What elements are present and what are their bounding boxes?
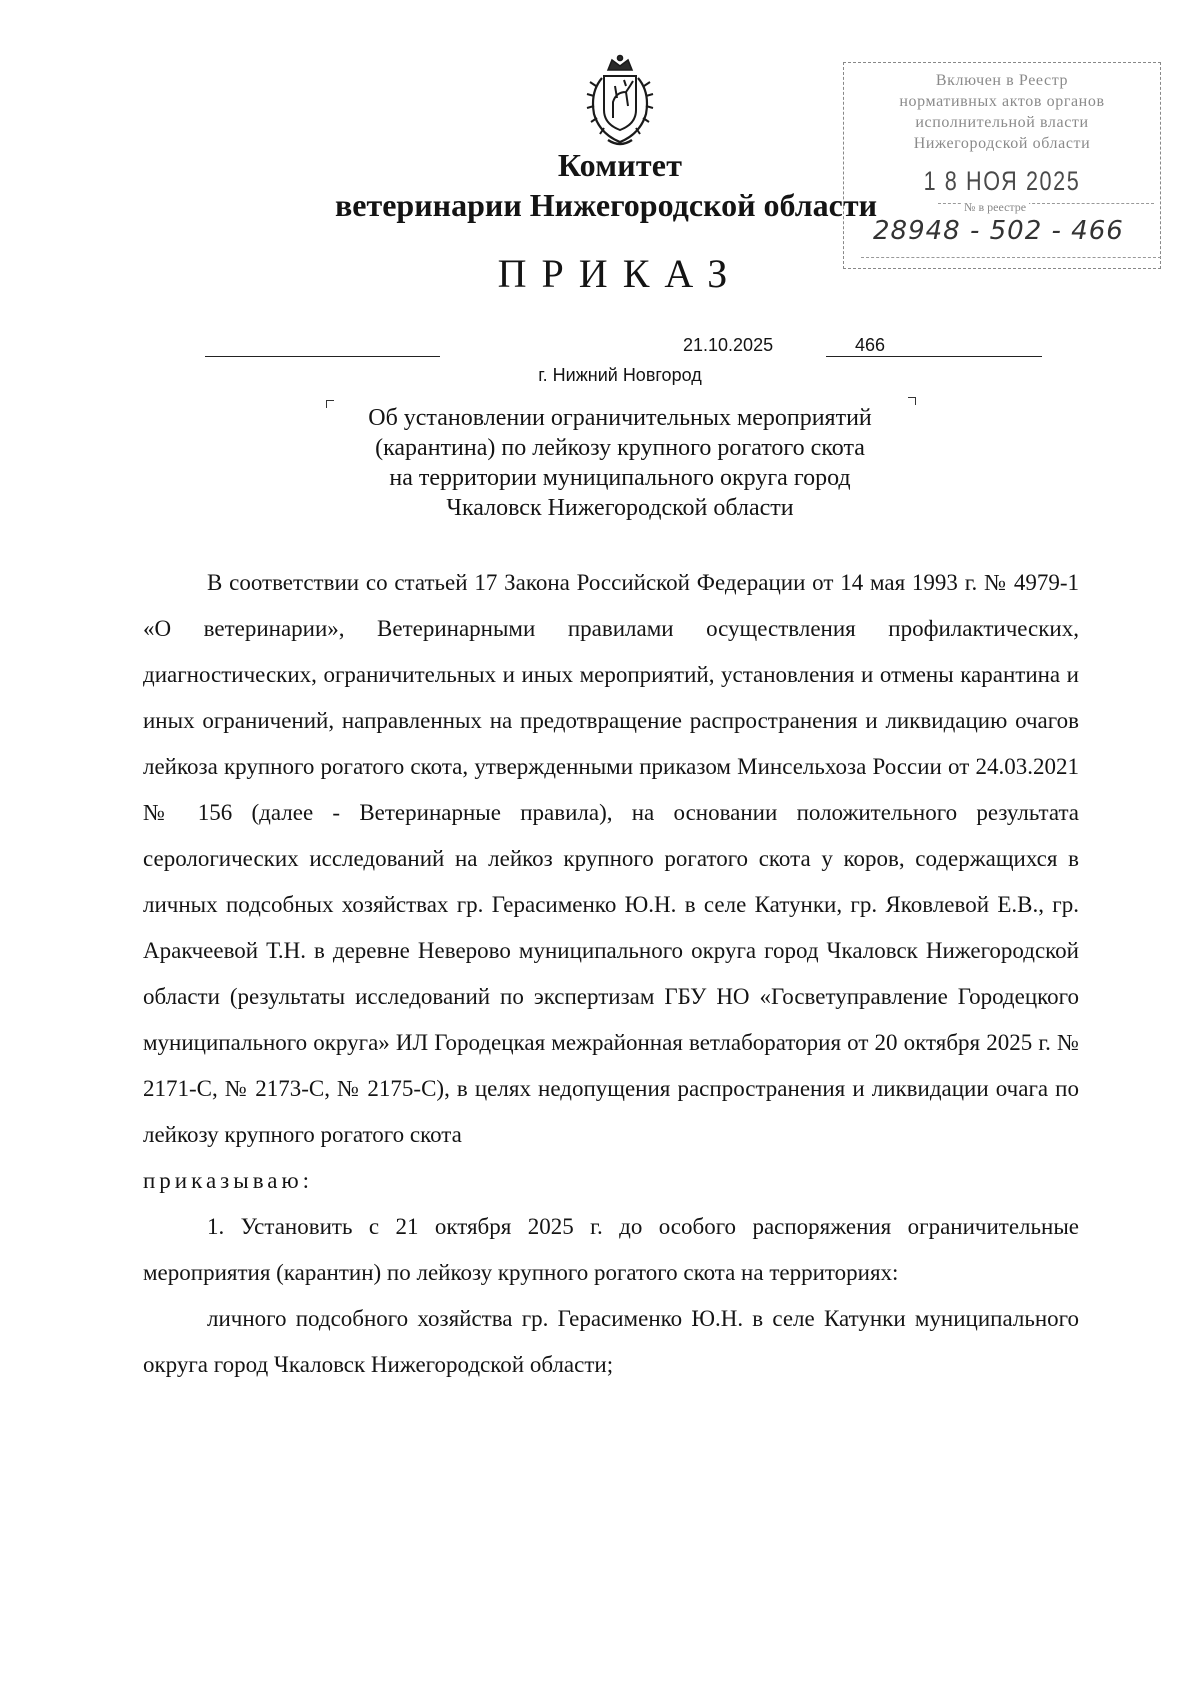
stamp-line: Нижегородской области (913, 135, 1091, 152)
org-name-line2: ветеринарии Нижегородской области (335, 187, 878, 223)
title-line: Чкаловск Нижегородской области (446, 495, 794, 521)
stamp-rule (861, 257, 1161, 258)
registry-stamp (843, 62, 1161, 269)
stamp-border (843, 62, 1161, 63)
stamp-line: Включен в Реестр (935, 72, 1069, 89)
stamp-registry-label: № в реестре (961, 200, 1029, 215)
stamp-date: 1 8 НОЯ 2025 (923, 166, 1081, 196)
stamp-border (843, 268, 1161, 269)
document-body (143, 560, 1079, 1388)
title-line: на территории муниципального округа город (389, 465, 851, 491)
item-1-paragraph: 1. Установить с 21 октября 2025 г. до особого распоряжения ограничительные мероприятия (карантин) по лейкозу крупного рогатого скота на территориях: (143, 1214, 1079, 1285)
title-line: (карантина) по лейкозу крупного рогатого скота (375, 435, 865, 461)
stamp-registry-number: 28948 - 502 - 466 (873, 216, 1124, 246)
org-name-line1: Комитет (557, 147, 683, 183)
number-underline (826, 356, 1042, 357)
coat-of-arms-emblem (582, 52, 658, 152)
stamp-text (843, 70, 1161, 154)
document-title (320, 403, 920, 523)
stamp-line: нормативных актов органов (899, 93, 1105, 110)
document-city: г. Нижний Новгород (538, 365, 702, 385)
date-underline (205, 356, 440, 357)
order-word: приказываю: (143, 1168, 314, 1193)
preamble-paragraph: В соответствии со статьей 17 Закона Российской Федерации от 14 мая 1993 г. № 4979-1 «О ветеринарии», Ветеринарными правилами осуществления профилактических, диагностических, ограничительных и иных мероприятий, установления и отмены карантина и иных ограничений, направленных на предотвращение распространения и ликвидацию очагов лейкоза крупного рогатого скота, утвержденными приказом Минсельхоза России от 24.03.2021 № 156 (далее - Ветеринарные правила), на основании положительного результата серологических исследований на лейкоз крупного рогатого скота у коров, содержащихся в личных подсобных хозяйствах гр. Герасименко Ю.Н. в селе Катунки, гр. Яковлевой Е.В., гр. Аракчеевой Т.Н. в деревне Неверово муниципального округа город Чкаловск Нижегородской области (результаты исследований по экспертизам ГБУ НО «Госветуправление Городецкого муниципального округа» ИЛ Городецкая межрайонная ветлаборатория от 20 октября 2025 г. № 2171-С, № 2173-С, № 2175-С), в целях недопущения распространения и ликвидации очага по лейкозу крупного рогатого скота (143, 570, 1079, 1147)
stamp-line: исполнительной власти (915, 114, 1089, 131)
document-date: 21.10.2025 (683, 335, 774, 355)
document-number: 466 (855, 335, 886, 355)
title-line: Об установлении ограничительных мероприятий (368, 405, 872, 431)
document-type: ПРИКАЗ (497, 251, 743, 296)
item-1-household-paragraph: личного подсобного хозяйства гр. Герасименко Ю.Н. в селе Катунки муниципального округа город Чкаловск Нижегородской области; (143, 1306, 1079, 1377)
